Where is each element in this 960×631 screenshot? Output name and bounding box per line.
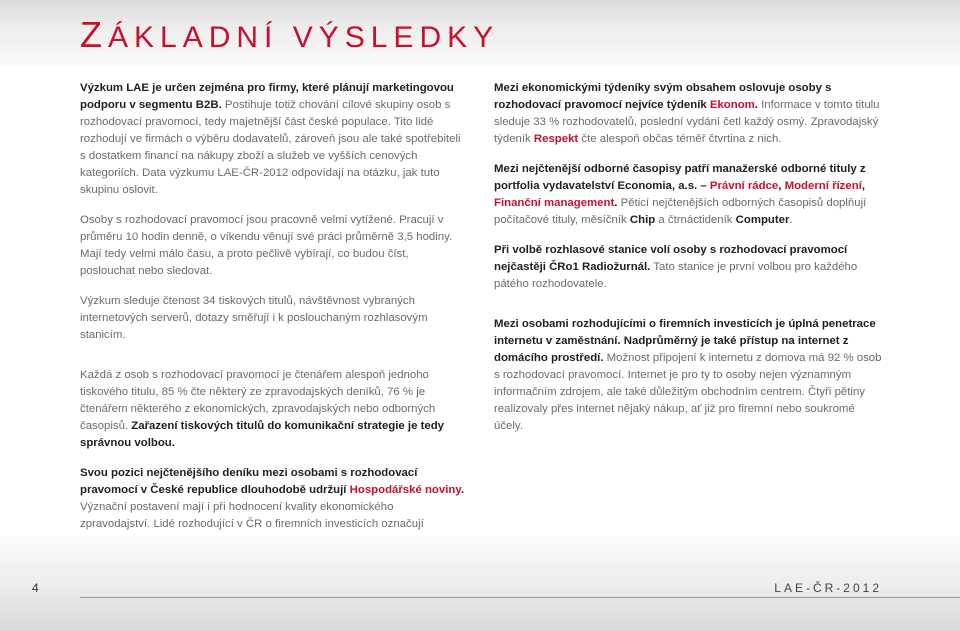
scope-paragraph: Výzkum sleduje čtenost 34 tiskových titulů, návštěvnost vybraných internetových serverů, dotazy směřují i k poslouchaným rozhlasovým stanicím. bbox=[80, 295, 428, 341]
page-number: 4 bbox=[32, 581, 39, 595]
left-column bbox=[80, 80, 466, 580]
magazines-paragraph: Mezi nejčtenější odborné časopisy patří manažerské odborné tituly z portfolia vydavatelství Economia, a.s. – Právní rádce, Moderní řízení, Finanční management. Pěticí nejčtenějších odborných časopisů doplňují počítačové tituly, měsíčník Chip a čtrnáctideník Computer. bbox=[494, 163, 867, 226]
daily-paragraph: Svou pozici nejčtenějšího deníku mezi osobami s rozhodovací pravomocí v České republice dlouhodobě udržují Hospodářské noviny. Význační postavení mají i při hodnocení kvality ekonomického zpravodajství. Lidé rozhodující v ČR o firemních investicích označují bbox=[80, 467, 465, 530]
footer-divider bbox=[80, 597, 960, 598]
internet-paragraph: Mezi osobami rozhodujícími o firemních investicích je úplná penetrace internetu v zaměstnání. Nadprůměrný je také přístup na internet z domácího prostředí. Možnost připojení k internetu z domova má 92 % osob s rozhodovací pravomocí. Internet je pro ty to osoby nejen významným informačním zdrojem, ale také důležitým obchodním centrem. Čtyři pětiny realizovaly přes internet nějaký nákup, ať již pro firemní nebo soukromé účely. bbox=[494, 318, 882, 432]
weekly-paragraph: Mezi ekonomickými týdeníky svým obsahem oslovuje osoby s rozhodovací pravomocí nejvíce týdeník Ekonom. Informace v tomto titulu sleduje 33 % rozhodovatelů, poslední vydání četl každý osmý. Zpravodajský týdeník Respekt čte alespoň občas téměř čtvrtina z nich. bbox=[494, 82, 880, 145]
intro-paragraph: Výzkum LAE je určen zejména pro firmy, které plánují marketingovou podporu v segmentu B2B. Postihuje totiž chování cílové skupiny osob s rozhodovací pravomocí, tedy majetnější část české populace. Tito lidé rozhodují ve firmách o výběru dodavatelů, zároveň jsou ale také spotřebiteli s dostatkem financí na nákupy zboží a služeb ve vyšších cenových kategoriích. Data výzkumu LAE-ČR-2012 odpovídají na otázku, jak tuto skupinu oslovit. bbox=[80, 82, 461, 196]
readership-paragraph: Každá z osob s rozhodovací pravomocí je čtenářem alespoň jednoho tiskového titulu, 85 % čte některý ze zpravodajských deníků, 76 % je čtenářem některého z ekonomických, zpravodajských nebo odborných časopisů. Zařazení tiskových titulů do komunikační strategie je tedy správnou volbou. bbox=[80, 369, 444, 449]
right-column bbox=[494, 80, 884, 448]
footer-brand: LAE-ČR-2012 bbox=[774, 581, 882, 595]
workload-paragraph: Osoby s rozhodovací pravomocí jsou pracovně velmi vytížené. Pracují v průměru 10 hodin denně, o víkendu věnují své práci průměrně 3,5 hodiny. Mají tedy velmi málo času, a proto pečlivě vybírají, co budou číst, poslouchat nebo sledovat. bbox=[80, 214, 453, 277]
radio-paragraph: Při volbě rozhlasové stanice volí osoby s rozhodovací pravomocí nejčastěji ČRo1 Radiožurnál. Tato stanice je první volbou pro každého pátého rozhodovatele. bbox=[494, 244, 858, 290]
page-title: ZÁKLADNÍ VÝSLEDKY bbox=[80, 14, 500, 55]
